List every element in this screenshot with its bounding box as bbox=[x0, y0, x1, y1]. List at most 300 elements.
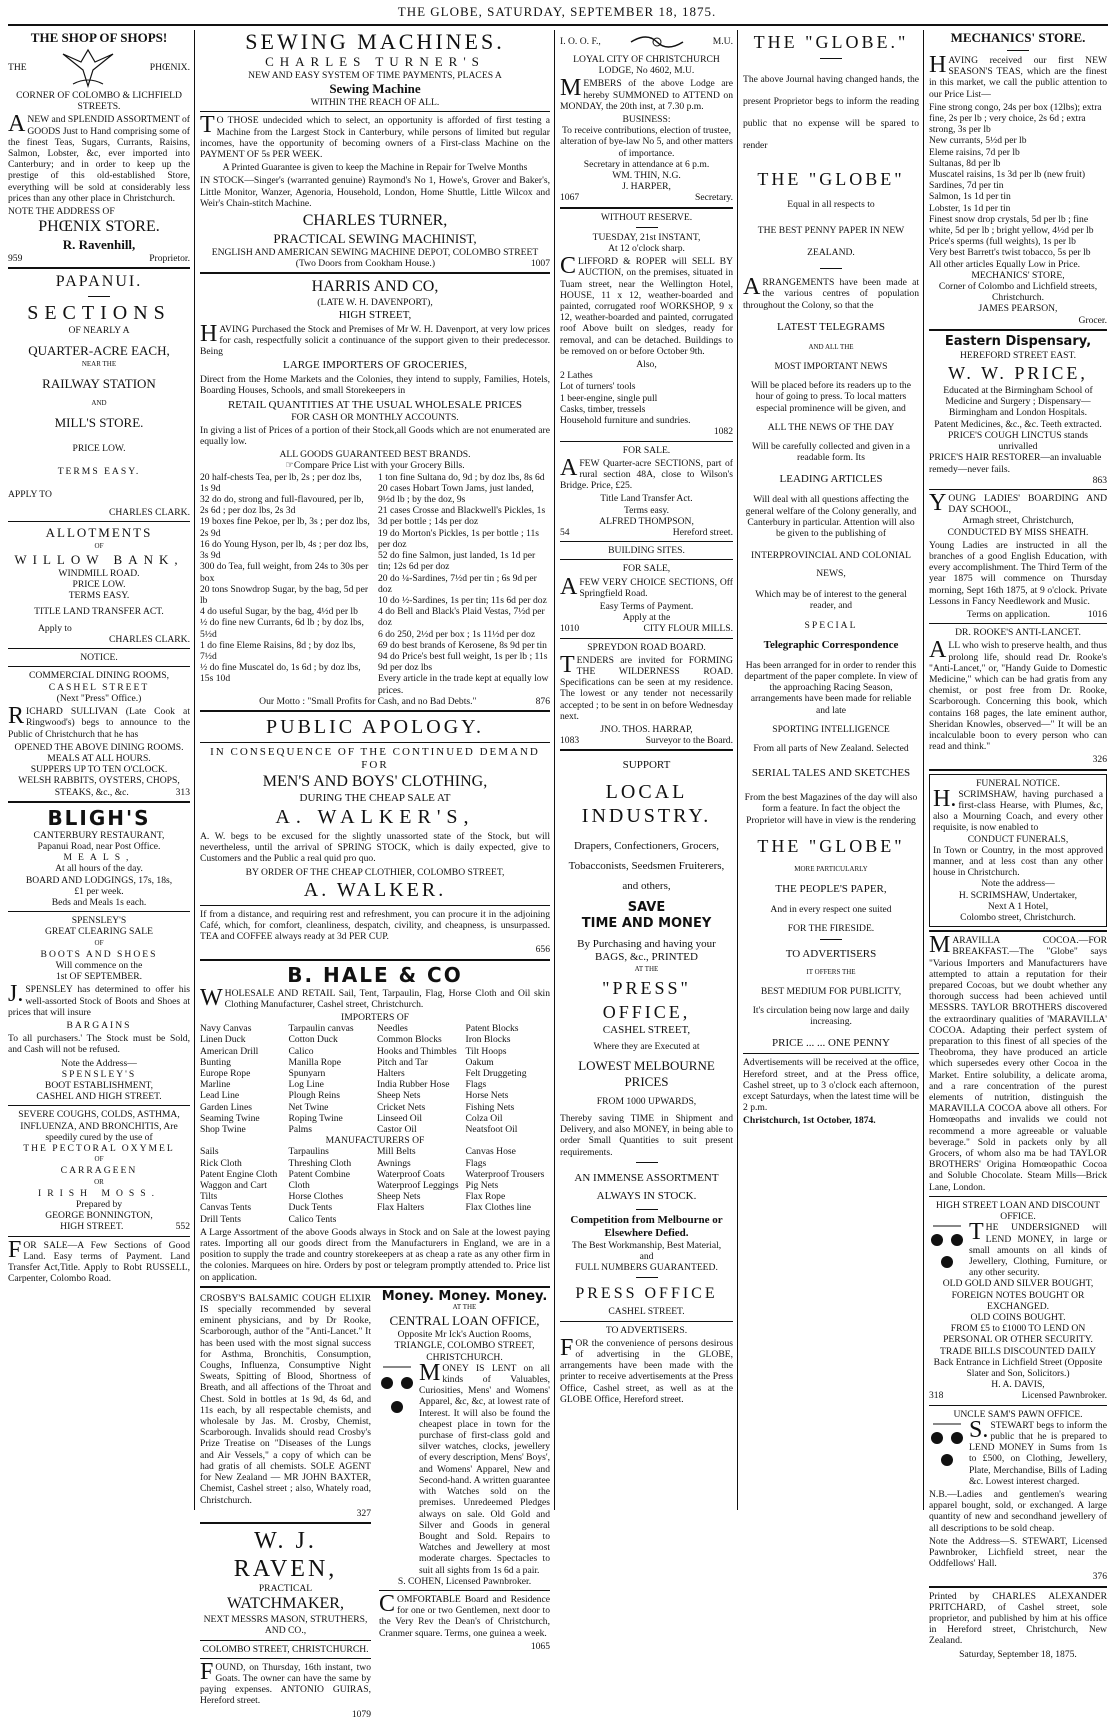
scrimshaw-body: H.SCRIMSHAW, having purchased a first-class Hearse, with Plumes, &c, also a Mourning Coach, and every other requisite, is now enabled to bbox=[933, 785, 1103, 834]
old-coins: OLD COINS BOUGHT. bbox=[970, 1311, 1066, 1323]
received: Advertisements will be received at the office, Hereford street, and at the Press office, Cashel street, up to 3 o'clock each afternoon, except Saturdays, when the latest time will be 2 p.m. bbox=[743, 1057, 919, 1114]
placed: Will be placed before its readers up to the hour of going to press. To local matters especial prominence will be given, and bbox=[751, 380, 911, 414]
divider bbox=[200, 1286, 550, 1288]
ioof-label: I. O. O. F., bbox=[560, 36, 601, 48]
divider bbox=[929, 1196, 1107, 1197]
divider bbox=[1007, 50, 1029, 51]
terms-application: Terms on application. bbox=[966, 608, 1051, 620]
corner-address: CORNER OF COLOMBO & LICHFIELD STREETS. bbox=[16, 90, 182, 113]
steaks: STEAKS, &c., &c. bbox=[54, 786, 129, 798]
mu-label: M.U. bbox=[712, 36, 733, 48]
pawnbroker-balls-icon bbox=[379, 1363, 415, 1423]
title-land: TITLE LAND TRANSFER ACT. bbox=[34, 605, 164, 617]
practical-label: PRACTICAL bbox=[258, 1582, 313, 1594]
boots-shoes: BOOTS AND SHOES bbox=[40, 948, 158, 960]
armagh: Armagh street, Christchurch, bbox=[962, 515, 1074, 527]
ad-number: 327 bbox=[356, 1507, 371, 1519]
cashel-street: CASHEL STREET bbox=[48, 681, 150, 693]
more-particularly: MORE PARTICULARLY bbox=[794, 864, 868, 873]
divider bbox=[560, 638, 733, 639]
building-sites: BUILDING SITES. bbox=[608, 545, 685, 557]
for-sale: FOR SALE. bbox=[622, 444, 671, 456]
divider bbox=[929, 329, 1107, 331]
stewart-address: Note the Address—S. STEWART, Licensed Pawnbroker, Lichfield street, near the Oddfellows' Hall. bbox=[929, 1535, 1107, 1570]
list-item: Lead Line bbox=[200, 1090, 240, 1102]
divider bbox=[636, 1277, 658, 1278]
guaranteed-brands: ALL GOODS GUARANTEED BEST BRANDS. bbox=[279, 449, 471, 461]
divider bbox=[560, 441, 733, 442]
column-rule bbox=[194, 30, 195, 1510]
divider bbox=[8, 521, 190, 522]
list-item: Shop Twine bbox=[200, 1124, 246, 1135]
divider bbox=[929, 623, 1107, 624]
list-item: Tarpaulins bbox=[288, 1146, 329, 1158]
convenience: FOR the convenience of persons desirous of advertising in the GLOBE, arrangements have been made with the printer to receive advertisements at the Press Office, Cashel street, as well as at the GLOBE Office, Hereford street. bbox=[560, 1334, 733, 1405]
high-street-loan: HIGH STREET LOAN AND DISCOUNT OFFICE. bbox=[936, 1199, 1100, 1223]
boot-establishment: BOOT ESTABLISHMENT, bbox=[44, 1079, 154, 1091]
price-item: ½ do fine new Currants, 6d lb ; by doz lbs, 5½d bbox=[200, 617, 364, 640]
ad-number: 863 bbox=[1092, 474, 1107, 486]
manufacturers-of: MANUFACTURERS OF bbox=[325, 1135, 425, 1147]
list-item: Waterproof Coats bbox=[377, 1168, 445, 1180]
immense: AN IMMENSE ASSORTMENT ALWAYS IN STOCK. bbox=[574, 1171, 719, 1202]
column-4 bbox=[743, 30, 919, 1510]
drapers: Drapers, Confectioners, Grocers, Tobacconists, Seedsmen Fruiterers, and others, bbox=[568, 840, 725, 893]
few-sections: AFEW Quarter-acre SECTIONS, part of rural section 48A, close to Wilson's Bridge. Price, £25. bbox=[560, 454, 733, 492]
list-item: Roping Twine bbox=[288, 1112, 343, 1124]
ad-number: 376 bbox=[1092, 1571, 1107, 1583]
opposite-ick: Opposite Mr Ick's Auction Rooms, bbox=[397, 1329, 532, 1341]
divider bbox=[200, 1640, 371, 1641]
mechanics-prices: Fine strong congo, 24s per box (12lbs); extra fine, 2s per lb ; very choice, 2s 6d ; extra strong, 3s per lb New currants, 5½d per lb Eleme raisins, 7d per lb Sultanas, 8d per lb Muscatel raisins, 1s 3d per lb (new fruit) Sardines, 7d per tin Salmon, 1s 1d per tin Lobster, 1s 1d per tin Finest snow drop crystals, 5d per lb ; fine white, 5d per lb ; bright yellow, 4½d per lb Price's sperms (full weights), 1s per lb Very best Barrett's twist tobacco, 5s per lb All other articles Equally Low in Price. bbox=[929, 101, 1102, 270]
list-item: Patent Combine Cloth bbox=[288, 1168, 351, 1192]
hale-footer: A Large Assortment of the above Goods always in Stock and on Sale at the lowest paying rates. Importing all our goods direct from the Manufacturers in England, we are in a position to supply the trade and country storekeepers at as cheap a rate as any other firm in the colonies. Marquees on hire. Orders by post or telegram promptly attended to. Price list on application. bbox=[200, 1226, 550, 1283]
hale-wholesale: WHOLESALE AND RETAIL Sail, Tent, Tarpaulin, Flag, Horse Cloth and Oil skin Clothing Manufacturer, Cashel street, Christchurch. bbox=[200, 984, 550, 1011]
list-item: Calico bbox=[288, 1045, 314, 1057]
also: Also, bbox=[636, 359, 657, 371]
divider bbox=[929, 769, 1107, 771]
divider bbox=[200, 905, 550, 906]
near-label: NEAR THE bbox=[81, 359, 117, 368]
carrageen: CARRAGEEN bbox=[60, 1165, 138, 1177]
column-5 bbox=[929, 30, 1107, 1660]
price-item: 32 do do, strong and full-flavoured, per lb, 2s 6d ; per doz lbs, 2s 3d bbox=[200, 494, 364, 517]
divider bbox=[8, 666, 190, 667]
lend-money: FROM £5 to £1000 TO LEND ON PERSONAL OR OTHER SECURITY. bbox=[943, 1323, 1093, 1346]
list-item: Bunting bbox=[200, 1056, 231, 1068]
meals-all-hours: MEALS AT ALL HOURS. bbox=[47, 752, 151, 764]
price-item: 94 do Price's best full weight, 1s per lb ; 11s 9d per doz lbs bbox=[378, 650, 548, 674]
list-item: Sheep Nets bbox=[377, 1191, 421, 1203]
guarantee: A Printed Guarantee is given to keep the Machine in Repair for Twelve Months bbox=[222, 162, 528, 174]
divider bbox=[200, 710, 550, 712]
price-item: 300 do Tea, full weight, from 24s to 30s per box bbox=[200, 561, 369, 584]
opened: OPENED THE ABOVE DINING ROOMS. bbox=[14, 741, 184, 753]
list-item: Felt Druggeting bbox=[465, 1067, 527, 1079]
by-order: BY ORDER OF THE CHEAP CLOTHIER, COLOMBO STREET, bbox=[245, 866, 505, 878]
list-item: Waterproof Trousers bbox=[465, 1168, 545, 1180]
city-flour-mills: CITY FLOUR MILLS. bbox=[643, 623, 733, 635]
ad-number: 876 bbox=[535, 695, 550, 707]
conduct-funerals: CONDUCT FUNERALS, bbox=[967, 833, 1069, 845]
divider bbox=[200, 1522, 371, 1524]
the-globe-2: THE "GLOBE" bbox=[757, 169, 905, 189]
note-address: Note the address— bbox=[981, 878, 1055, 890]
papanui-road: Papanui Road, near Post Office. bbox=[37, 840, 161, 852]
divider bbox=[8, 1236, 190, 1237]
list-item: Pig Nets bbox=[465, 1180, 499, 1192]
list-item: Tarpaulin canvas bbox=[288, 1023, 354, 1035]
money-body: MONEY IS LENT on all kinds of Valuables, Curiosities, Mens' and Womens' Apparel, &c, &c, at lowest rate of Interest. It will also be found the cheapest place in town for the purchase of first-class gold and silver watches, clocks, jewellery of every description, Mens' Boys', and Womens' Apparel, New and Second-hand. A written guarantee with Watches sold on the premises. Unredeemed Pledges always on sale. Old Gold and Silver and Goods in general Bought and Sold. Repairs to Watches and Jewellery at most moderate charges. Spectacles to suit all sights from 1s 6d a pair. bbox=[419, 1359, 550, 1576]
divider bbox=[8, 1105, 190, 1106]
leading-articles: LEADING ARTICLES bbox=[779, 473, 883, 486]
important-news: MOST IMPORTANT NEWS bbox=[774, 361, 888, 373]
quarter-acre: QUARTER-ACRE EACH, bbox=[28, 342, 170, 358]
giving-list: In giving a list of Prices of a portion of their Stock,all Goods which are not enumerated are equally low. bbox=[200, 424, 550, 448]
choice-sections: AFEW VERY CHOICE SECTIONS, Off Springfield Road. bbox=[560, 573, 733, 600]
phoenix-the: THE bbox=[8, 62, 27, 74]
for-sale-sections: FOR SALE—A Few Sections of Good Land. Easy terms of Payment. Land Transfer Act,Title. Apply to Robt RUSSELL, Carpenter, Colombo Road. bbox=[8, 1236, 190, 1285]
purchasing: By Purchasing and having your bbox=[577, 938, 716, 951]
terms-easy: TERMS EASY. bbox=[57, 466, 141, 478]
latest-telegrams: LATEST TELEGRAMS bbox=[776, 320, 886, 333]
in-stock: IN STOCK—Singer's (warranted genuine) Raymond's No 1, Howe's, Grover and Baker's, Little Monitor, Wanzer, Agenoria, Household, London, Home Shuttle, Little Wilcox and Weir's Chain-stitch Machine. bbox=[200, 175, 550, 209]
rooke-body: ALL who wish to preserve health, and thus prolong life, should read Dr. Rooke's "Anti-Lancet," or, "Handy Guide to Domestic Medicine," which can be had gratis from any chemist, or post free from Dr. Rooke, Scarborough. Concerning this book, which contains 168 pages, the late eminent author, Sheridan Knowles, observed—" It will be an incalculable boon to every person who can read and think." bbox=[929, 637, 1107, 753]
list-item: Log Line bbox=[288, 1079, 324, 1091]
divider bbox=[743, 1053, 919, 1054]
magazines: From the best Magazines of the day will also form a feature. In fact the object the Proprietor will have in view is the rendering bbox=[744, 792, 918, 826]
price-item: 4 do useful Sugar, by the bag, 4½d per lb bbox=[200, 606, 358, 618]
turners-label: CHARLES TURNER'S bbox=[265, 54, 485, 69]
nb-ladies: N.B.—Ladies and gentlemen's wearing apparel bought, sold, or exchanged. A large quantity of new and secondhand jewellery of all descriptions to be sold cheap. bbox=[929, 1488, 1107, 1534]
rooke-heading: DR. ROOKE'S ANTI-LANCET. bbox=[955, 627, 1081, 639]
ad-number: 1010 bbox=[560, 623, 580, 635]
price-item: 1 do fine Eleme Raisins, 8d ; by doz lbs, 7½d bbox=[200, 639, 356, 662]
pawnbroker-balls-icon bbox=[929, 1420, 965, 1476]
george-bonnington: GEORGE BONNINGTON, bbox=[45, 1210, 153, 1222]
price-item: 20 half-chests Tea, per lb, 2s ; per doz lbs, 1s 9d bbox=[200, 471, 362, 494]
twelve-oclock: At 12 o'clock sharp. bbox=[608, 243, 685, 255]
arranged: Has been arranged for in order to render this department of the paper complete. In view of the approaching Racing Season, arrangements have been made for reliable and late bbox=[744, 659, 918, 716]
sheath: CONDUCTED BY MISS SHEATH. bbox=[947, 526, 1089, 538]
easy-terms: Easy Terms of Payment. bbox=[599, 600, 694, 612]
price-item: 20 tons Snowdrop Sugar, by the bag, 5d per lb bbox=[200, 583, 369, 606]
to-advertisers: TO ADVERTISERS. bbox=[605, 1324, 688, 1336]
late-davenport: (LATE W. H. DAVENPORT), bbox=[317, 297, 433, 309]
list-item: Cricket Nets bbox=[377, 1101, 426, 1113]
davis: H. A. DAVIS, bbox=[991, 1379, 1045, 1391]
list-item: Rick Cloth bbox=[200, 1157, 242, 1169]
town-country: In Town or Country, in the most approved manner, and at less cost than any other house in Christchurch. bbox=[933, 844, 1103, 879]
list-item: Flax Rope bbox=[465, 1191, 506, 1203]
list-item: Tilt Hoops bbox=[465, 1045, 507, 1057]
list-item: Neatsfoot Oil bbox=[465, 1124, 518, 1135]
thereby: Thereby saving TIME in Shipment and Delivery, and also MONEY, in being able to order Small Quantities to suit present requirements. bbox=[560, 1112, 733, 1158]
practical-machinist: PRACTICAL SEWING MACHINIST, bbox=[273, 231, 477, 247]
list-item: Drill Tents bbox=[200, 1213, 241, 1225]
crosby-elixir: CROSBY'S BALSAMIC COUGH ELIXIR IS specially recommended by several eminent physicians, and by Dr Rooke, Scarborough, author of the "Anti-Lancet." It has been used with the most signal success for Asthma, Bronchitis, Consumption, Coughs, Influenza, Consumptive Night Sweats, Spitting of Blood, Shortness of Breath, and all affections of the Throat and Chest. Sold in bottles at 1s 9d, 4s 6d, and 11s each, by all respectable chemists, and wholesale by Jas. M. Crosby, Chemist, Scarborough. Invalids should read Crosby's Prize Treatise on "Diseases of the Lungs and Air Vessels," a copy of which can be had gratis of all chemists. SOLE AGENT for New Zealand — MR JOHN BAXTER, Chemist, Cashel street ; also, Whately road, Christchurch. bbox=[200, 1292, 371, 1506]
list-item: Linen Duck bbox=[200, 1034, 246, 1046]
at-the: AT THE bbox=[452, 1303, 477, 1312]
list-item: Net Twine bbox=[288, 1101, 329, 1113]
or-label: OR bbox=[94, 1177, 104, 1186]
price-low: PRICE LOW. bbox=[72, 443, 126, 455]
news-of-day: ALL THE NEWS OF THE DAY bbox=[767, 421, 895, 433]
compare-list: ☞Compare Price List with your Grocery Bills. bbox=[285, 460, 465, 472]
shop-of-shops-title: THE SHOP OF SHOPS! bbox=[30, 30, 168, 45]
purchasers: To all purchasers.' The Stock must be Sold, and Cash will not be refused. bbox=[8, 1033, 190, 1056]
price-item: 10 do ½-Sardines, 1s per tin; 11s 6d per doz bbox=[378, 594, 547, 606]
of-label: OF bbox=[94, 541, 104, 550]
divider bbox=[560, 207, 733, 209]
list-item: Mill Belts bbox=[377, 1146, 416, 1158]
price-item: 21 cases Crosse and Blackwell's Pickles, 1s 3d per bottle ; 14s per doz bbox=[378, 505, 546, 528]
note-address-2: Note the Address— bbox=[61, 1057, 137, 1069]
coughs: SEVERE COUGHS, COLDS, ASTHMA, INFLUENZA, AND BRONCHITIS, Are speedily cured by the use of bbox=[18, 1109, 180, 1143]
mechanics-store-heading: MECHANICS' STORE. bbox=[950, 30, 1086, 45]
list-item: Flax Halters bbox=[377, 1202, 425, 1214]
save: SAVE bbox=[627, 900, 666, 916]
patent: Patent Medicines, &c., &c. Teeth extracted. bbox=[934, 418, 1102, 430]
list-item: Sails bbox=[200, 1146, 219, 1158]
best-penny: THE BEST PENNY PAPER IN NEW ZEALAND. bbox=[757, 225, 905, 259]
list-item: Plough Reins bbox=[288, 1090, 340, 1102]
divider bbox=[560, 749, 733, 751]
fireside: FOR THE FIRESIDE. bbox=[787, 923, 875, 935]
commence: Will commence on the bbox=[55, 959, 143, 971]
high-street: HIGH STREET. bbox=[60, 1221, 124, 1233]
price-item: 1 ton fine Sultana do, 9d ; by doz lbs, 8s 6d bbox=[378, 471, 545, 483]
list-item: Awnings bbox=[377, 1157, 411, 1169]
clifford-body: CLIFFORD & ROPER will SELL BY AUCTION, on the premises, situated in Tuam street, near the Wellington Hotel, HOUSE, 11 x 12, weather-boarded and painted, corrugated roof WORKSHOP, 9 x 12, weather-boarded and painted, corrugated roof Above built on sledges, ready for removal, and can be detached. Buildings to be removed on or before October 9th. bbox=[560, 253, 733, 357]
price-item: 19 boxes fine Pekoe, per lb, 3s ; per doz lbs, 2s 9d bbox=[200, 516, 370, 539]
sale-date: 1st OF SEPTEMBER. bbox=[55, 971, 143, 983]
bags-printed: BAGS, &c., PRINTED bbox=[595, 951, 698, 964]
colombo-street: Colombo street, Christchurch. bbox=[960, 912, 1076, 924]
of-label: OF bbox=[94, 1155, 104, 1164]
support: SUPPORT bbox=[622, 759, 671, 772]
list-item: Navy Canvas bbox=[200, 1023, 252, 1035]
divider bbox=[560, 541, 733, 542]
great-sale: GREAT CLEARING SALE bbox=[44, 926, 154, 938]
public-apology-heading: PUBLIC APOLOGY. bbox=[266, 715, 484, 738]
money-heading: Money. Money. Money. bbox=[381, 1288, 548, 1304]
list-item: Palms bbox=[288, 1124, 312, 1135]
list-item: American Drill bbox=[200, 1045, 259, 1057]
divider bbox=[200, 1658, 371, 1659]
sections-heading: SECTIONS bbox=[27, 302, 171, 325]
funeral-notice: FUNERAL NOTICE. bbox=[976, 777, 1060, 789]
divider bbox=[200, 272, 550, 274]
proprietor-label: Proprietor. bbox=[149, 253, 190, 265]
list-item: Threshing Cloth bbox=[288, 1157, 352, 1169]
competition: Competition from Melbourne or Elsewhere Defied. bbox=[570, 1213, 723, 1239]
harris-heading: HARRIS AND CO, bbox=[311, 278, 439, 296]
price-item: ½ do fine Muscatel do, 1s 6d ; by doz lbs, 15s 10d bbox=[200, 662, 361, 685]
deal: Will deal with all questions affecting the general welfare of the Colony generally, and Canterbury in particular. Attention will also be given to the publishing of bbox=[745, 494, 917, 540]
circulation: It's circulation being now large and daily increasing. bbox=[752, 1004, 910, 1028]
divider bbox=[88, 296, 110, 297]
thin: WM. THIN, N.G. bbox=[612, 170, 681, 182]
and-label: and bbox=[639, 1251, 654, 1262]
masthead-rule bbox=[8, 24, 1108, 26]
ad-number: 318 bbox=[929, 1390, 944, 1402]
phoenix-label: PHŒNIX. bbox=[149, 62, 190, 74]
peoples-paper: THE PEOPLE'S PAPER, bbox=[775, 883, 887, 896]
ww-price: W. W. PRICE, bbox=[948, 363, 1088, 384]
list-item: Garden Lines bbox=[200, 1101, 252, 1113]
licensed-pawnbroker: Licensed Pawnbroker. bbox=[1021, 1390, 1107, 1402]
manufacturers-list bbox=[200, 1146, 550, 1224]
press-office-2: PRESS OFFICE bbox=[575, 1285, 718, 1303]
ad-number: 54 bbox=[560, 526, 570, 538]
hereford-east: HEREFORD STREET EAST. bbox=[959, 349, 1077, 361]
list-item: Iron Blocks bbox=[465, 1034, 511, 1046]
watchmaker: WATCHMAKER, bbox=[227, 1595, 344, 1613]
spensley-body: J.SPENSLEY has determined to offer his well-assorted Stock of Boots and Shoes at prices that will insure bbox=[8, 981, 190, 1018]
divider bbox=[200, 742, 550, 743]
list-item: Europe Rope bbox=[200, 1067, 251, 1079]
title-land: Title Land Transfer Act. bbox=[600, 493, 693, 505]
meals-heading: MEALS, bbox=[63, 852, 135, 864]
divider bbox=[8, 801, 190, 803]
dateline: Christchurch, 1st October, 1874. bbox=[743, 1115, 876, 1127]
central-loan-office: CENTRAL LOAN OFFICE, bbox=[389, 1313, 540, 1329]
divider bbox=[636, 1162, 658, 1163]
masthead: THE GLOBE, SATURDAY, SEPTEMBER 18, 1875. bbox=[397, 4, 717, 19]
equal: Equal in all respects to bbox=[787, 199, 875, 210]
during-sale: DURING THE CHEAP SALE AT bbox=[299, 791, 451, 804]
divider bbox=[929, 1405, 1107, 1406]
commercial-dining: COMMERCIAL DINING ROOMS, bbox=[28, 670, 170, 682]
column-rule bbox=[737, 30, 738, 1510]
railway-station: RAILWAY STATION bbox=[42, 375, 156, 391]
price-item: Every article in the trade kept at equally low prices. bbox=[378, 673, 549, 696]
divider bbox=[560, 559, 733, 560]
price-item: 69 do best brands of Kerosene, 8s 9d per tin bbox=[378, 639, 547, 651]
list-item: India Rubber Hose bbox=[377, 1079, 450, 1091]
two-doors: (Two Doors from Cookham House.) bbox=[295, 258, 436, 270]
sewing-machine: Sewing Machine bbox=[329, 81, 421, 97]
business: BUSINESS: bbox=[622, 114, 671, 126]
and-label: AND bbox=[91, 398, 107, 407]
tenders-body: TENDERS are invited for FORMING THE WILDERNESS ROAD. Specifications can be seen at my residence. The lowest or any tender not necessarily accepted ; to be sent in on before Wednesday next. bbox=[560, 651, 733, 722]
mechanics-store-2: MECHANICS' STORE, bbox=[971, 269, 1065, 281]
pawnbroker-balls-icon bbox=[929, 1222, 965, 1278]
trade-bills: TRADE BILLS DISCOUNTED DAILY bbox=[940, 1345, 1096, 1357]
list-item: Waterproof Leggings bbox=[377, 1180, 459, 1192]
price-one-penny: PRICE ... ... ONE PENNY bbox=[772, 1037, 890, 1050]
harper: J. HARPER, bbox=[622, 181, 671, 193]
mechanics-body: HAVING received our first NEW SEASON'S TEAS, which are the finest in this market, we call the public attention to our Price List— bbox=[929, 52, 1107, 100]
cash-accounts: FOR CASH OR MONTHLY ACCOUNTS. bbox=[291, 411, 459, 423]
funeral-notice-box bbox=[929, 774, 1107, 928]
list-item: Oakum bbox=[465, 1056, 494, 1068]
uncle-sams: UNCLE SAM'S PAWN OFFICE. bbox=[953, 1408, 1083, 1420]
mens-clothing: MEN'S AND BOYS' CLOTHING, bbox=[262, 772, 488, 790]
terms-easy: Terms easy. bbox=[623, 504, 670, 516]
list-item: Flax Clothes line bbox=[465, 1202, 532, 1214]
divider bbox=[636, 1209, 658, 1210]
next-press: (Next "Press" Office.) bbox=[56, 692, 142, 704]
raven-heading: W. J. RAVEN, bbox=[233, 1527, 338, 1582]
divider bbox=[636, 227, 658, 228]
list-item: Hooks and Thimbles bbox=[377, 1045, 457, 1057]
distance: If from a distance, and requiring rest and refreshment, you can procure it in the adjoining Café, which, for comfort, cleanliness, despatch, civility, and cheapness, is unsurpassed. TEA and COFFEE always ready at 3d PER CUP. bbox=[200, 908, 550, 943]
list-item: Castor Oil bbox=[377, 1124, 417, 1135]
divider bbox=[929, 930, 1107, 932]
importers-list bbox=[200, 1023, 550, 1135]
alfred-thompson: ALFRED THOMPSON, bbox=[599, 515, 694, 527]
terms-easy-2: TERMS EASY. bbox=[68, 590, 130, 602]
nearly-label: OF NEARLY A bbox=[68, 325, 130, 337]
hair-restorer: PRICE'S HAIR RESTORER—an invaluable remedy—never fails. bbox=[929, 452, 1102, 475]
for-sale-2: FOR SALE, bbox=[622, 563, 671, 575]
suited: And in every respect one suited bbox=[770, 904, 892, 916]
welsh-rabbits: WELSH RABBITS, OYSTERS, CHOPS, bbox=[18, 775, 180, 787]
found-goats: FOUND, on Thursday, 16th instant, two Goats. The owner can have the same by paying expenses. ANTONIO GUIRAS, Hereford street. bbox=[200, 1658, 371, 1707]
list-item: Linseed Oil bbox=[377, 1112, 423, 1124]
beds-meals: Beds and Meals 1s each. bbox=[51, 896, 147, 908]
ad-number: 313 bbox=[175, 786, 190, 798]
apply-at: Apply at the bbox=[622, 612, 671, 624]
of-label: OF bbox=[94, 938, 104, 947]
interprovincial: INTERPROVINCIAL AND COLONIAL NEWS, bbox=[750, 550, 912, 580]
ad-number: 1007 bbox=[530, 258, 550, 270]
ad-number: 959 bbox=[8, 253, 23, 265]
walkers: A. WALKER'S, bbox=[275, 805, 475, 828]
list-item: Common Blocks bbox=[377, 1034, 442, 1046]
list-item: Flags bbox=[465, 1157, 487, 1169]
ravenhill: R. Ravenhill, bbox=[62, 237, 136, 253]
triangle: TRIANGLE, COLOMBO STREET, bbox=[394, 1340, 535, 1352]
best-medium: BEST MEDIUM FOR PUBLICITY, bbox=[760, 985, 902, 997]
divider bbox=[820, 939, 842, 940]
price-item: 6 do 250, 2½d per box ; 1s 11½d per doz bbox=[378, 628, 536, 640]
harris-body: HAVING Purchased the Stock and Premises of Mr W. H. Davenport, at very low prices for cash, respectfully solicit a continuance of the support given to their predecessor. Being bbox=[200, 320, 550, 358]
colombo-chch: COLOMBO STREET, CHRISTCHURCH. bbox=[202, 1643, 369, 1655]
local-industry: LOCAL INDUSTRY. bbox=[581, 781, 712, 828]
allotments-heading: ALLOTMENTS bbox=[45, 524, 153, 540]
willow-bank: WILLOW BANK, bbox=[14, 552, 184, 568]
list-item: Halters bbox=[377, 1067, 405, 1079]
irish-moss: IRISH MOSS. bbox=[38, 1187, 160, 1199]
list-item: Spunyarn bbox=[288, 1067, 326, 1079]
cashel-street: CASHEL STREET, bbox=[602, 1023, 691, 1036]
list-item: Duck Tents bbox=[288, 1202, 333, 1214]
surveyor: Surveyor to the Board. bbox=[645, 735, 733, 747]
retail-quantities: RETAIL QUANTITIES AT THE USUAL WHOLESALE PRICES bbox=[227, 398, 523, 411]
blighs-heading: BLIGH'S bbox=[47, 805, 151, 830]
tuesday: TUESDAY, 21st INSTANT, bbox=[592, 231, 701, 243]
educated: Educated at the Birmingham School of Medicine and Surgery ; Dispensary—Birmingham and London Hospitals. bbox=[943, 385, 1093, 419]
next-hotel: Next A 1 Hotel, bbox=[987, 900, 1049, 912]
spensleys: SPENSLEY'S bbox=[71, 915, 127, 927]
aw-body: A. W. begs to be excused for the slightly unassorted state of the Stock, but will nevertheless, until the arrival of SPRING STOCK, which is daily expected, give to Customers and the Public a real quid pro quo. bbox=[200, 830, 550, 865]
walker: A. WALKER. bbox=[303, 878, 447, 901]
instructed: Young Ladies are instructed in all the branches of a good English Education, with every accomplishment. The Third Term of the year 1875 will commence on Thursday morning, Sept 16th 1875, at 9 o'clock. Private Lessons in Fancy Needlework and Music. bbox=[929, 539, 1107, 607]
list-item: Calico Tents bbox=[288, 1213, 337, 1225]
hale-heading: B. HALE & CO bbox=[287, 962, 463, 987]
list-item: Canvas Tents bbox=[200, 1202, 252, 1214]
interest: Which may be of interest to the general reader, and bbox=[755, 589, 907, 612]
divider bbox=[929, 1586, 1107, 1588]
depot: ENGLISH AND AMERICAN SEWING MACHINE DEPOT, COLOMBO STREET bbox=[211, 247, 539, 259]
list-item: Pitch and Tar bbox=[377, 1056, 428, 1068]
special: SPECIAL bbox=[804, 619, 858, 631]
next-messrs: NEXT MESSRS MASON, STRUTHERS, AND CO., bbox=[203, 1614, 368, 1637]
divider bbox=[200, 111, 550, 112]
